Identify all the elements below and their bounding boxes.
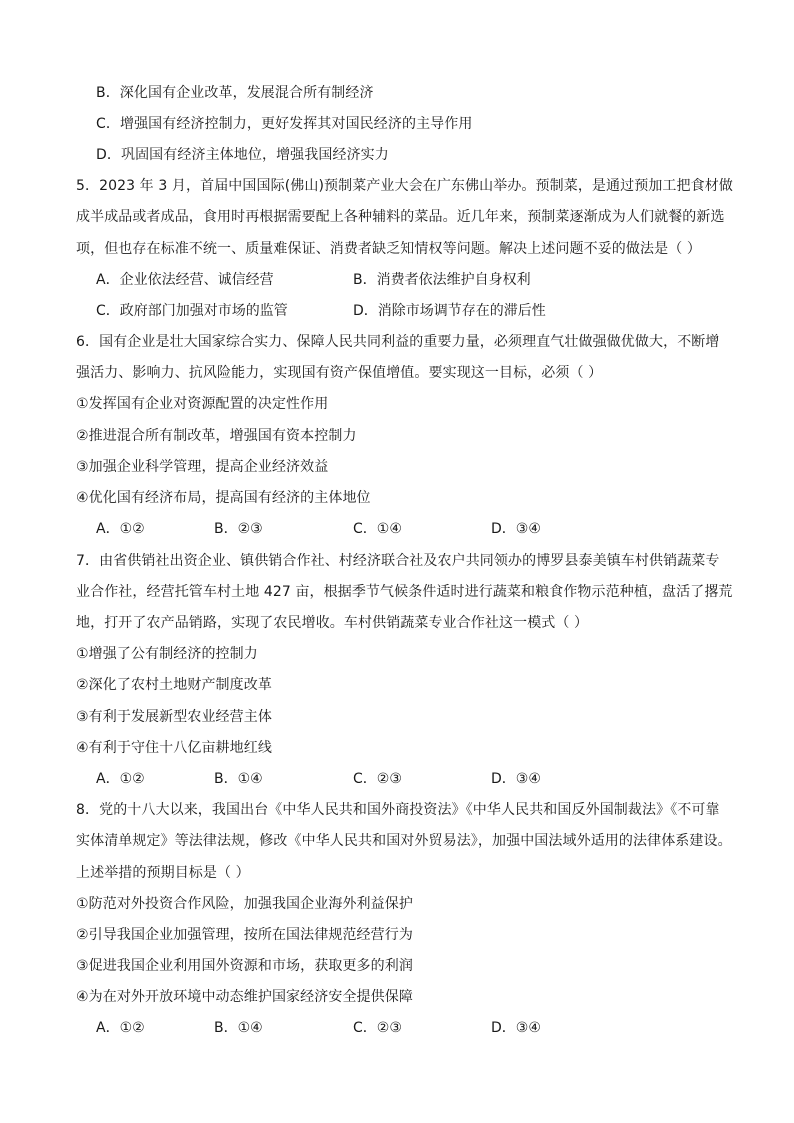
q5-stem-line-2: 成半成品或者成品，食用时再根据需要配上各种辅料的菜品。近几年来，预制菜逐渐成为人们就餐的新选 — [76, 209, 725, 225]
q5-option-a: A．企业依法经营、诚信经营 — [96, 272, 274, 288]
q5-options-row-2 — [96, 302, 736, 320]
q7-item-4: ④有利于守住十八亿亩耕地红线 — [76, 740, 272, 756]
q7-choice-d: D．③④ — [491, 771, 541, 787]
q8-choice-d: D．③④ — [491, 1020, 541, 1036]
q6-choice-b: B．②③ — [214, 521, 263, 537]
q8-item-3: ③促进我国企业利用国外资源和市场，获取更多的利润 — [76, 958, 413, 974]
q7-choice-a: A．①② — [96, 771, 145, 787]
q7-item-2: ②深化了农村土地财产制度改革 — [76, 677, 272, 693]
q8-item-4: ④为在对外开放环境中动态维护国家经济安全提供保障 — [76, 989, 413, 1005]
q7-stem-line-3: 地，打开了农产品销路，实现了农民增收。车村供销蔬菜专业合作社这一模式（ ） — [76, 615, 589, 631]
q8-choice-a: A．①② — [96, 1020, 145, 1036]
q6-choice-c: C．①④ — [353, 521, 402, 537]
q5-options-row-1 — [96, 271, 736, 289]
q7-choice-c: C．②③ — [353, 771, 402, 787]
q8-stem-line-3: 上述举措的预期目标是（ ） — [76, 865, 250, 881]
q4-option-c: C．增强国有经济控制力，更好发挥其对国民经济的主导作用 — [96, 116, 473, 132]
q5-option-b: B．消费者依法维护自身权利 — [353, 272, 531, 288]
q7-stem-line-2: 业合作社，经营托管车村土地 427 亩，根据季节气候条件适时进行蔬菜和粮食作物示范种植，盘活了撂荒 — [76, 584, 733, 600]
q8-choice-b: B．①④ — [214, 1020, 263, 1036]
q6-item-4: ④优化国有经济布局，提高国有经济的主体地位 — [76, 490, 371, 506]
q4-option-d: D．巩固国有经济主体地位，增强我国经济实力 — [96, 147, 389, 163]
q8-stem-line-2: 实体清单规定》等法律法规，修改《中华人民共和国对外贸易法》，加强中国法域外适用的法律体系建设。 — [76, 833, 732, 849]
q8-choices — [96, 1019, 736, 1037]
q6-stem-line-2: 强活力、影响力、抗风险能力，实现国有资产保值增值。要实现这一目标，必须（ ） — [76, 365, 603, 381]
q8-item-2: ②引导我国企业加强管理，按所在国法律规范经营行为 — [76, 927, 413, 943]
q6-choices — [96, 520, 736, 538]
q5-option-c: C．政府部门加强对市场的监管 — [96, 303, 288, 319]
q5-stem-line-3: 项，但也存在标准不统一、质量难保证、消费者缺乏知情权等问题。解决上述问题不妥的做法是（ ） — [76, 241, 701, 257]
q7-item-1: ①增强了公有制经济的控制力 — [76, 646, 258, 662]
q6-choice-a: A．①② — [96, 521, 145, 537]
q7-stem-line-1: 7．由省供销社出资企业、镇供销合作社、村经济联合社及农户共同领办的博罗县泰美镇车村供销蔬菜专 — [76, 553, 720, 569]
q5-option-d: D．消除市场调节存在的滞后性 — [353, 303, 546, 319]
q6-stem-line-1: 6．国有企业是壮大国家综合实力、保障人民共同利益的重要力量，必须理直气壮做强做优做大，不断增 — [76, 334, 720, 350]
q6-item-2: ②推进混合所有制改革，增强国有资本控制力 — [76, 428, 357, 444]
q7-choices — [96, 770, 736, 788]
q6-choice-d: D．③④ — [491, 521, 541, 537]
q5-stem-line-1: 5．2023 年 3 月，首届中国国际(佛山)预制菜产业大会在广东佛山举办。预制菜，是通过预加工把食材做 — [76, 178, 733, 194]
q4-option-b: B．深化国有企业改革，发展混合所有制经济 — [96, 85, 374, 101]
q6-item-1: ①发挥国有企业对资源配置的决定性作用 — [76, 396, 329, 412]
q6-item-3: ③加强企业科学管理，提高企业经济效益 — [76, 459, 329, 475]
q7-item-3: ③有利于发展新型农业经营主体 — [76, 709, 272, 725]
q8-stem-line-1: 8．党的十八大以来，我国出台《中华人民共和国外商投资法》《中华人民共和国反外国制裁法》《不可靠 — [76, 802, 720, 818]
q8-choice-c: C．②③ — [353, 1020, 402, 1036]
q8-item-1: ①防范对外投资合作风险，加强我国企业海外利益保护 — [76, 896, 413, 912]
q7-choice-b: B．①④ — [214, 771, 263, 787]
